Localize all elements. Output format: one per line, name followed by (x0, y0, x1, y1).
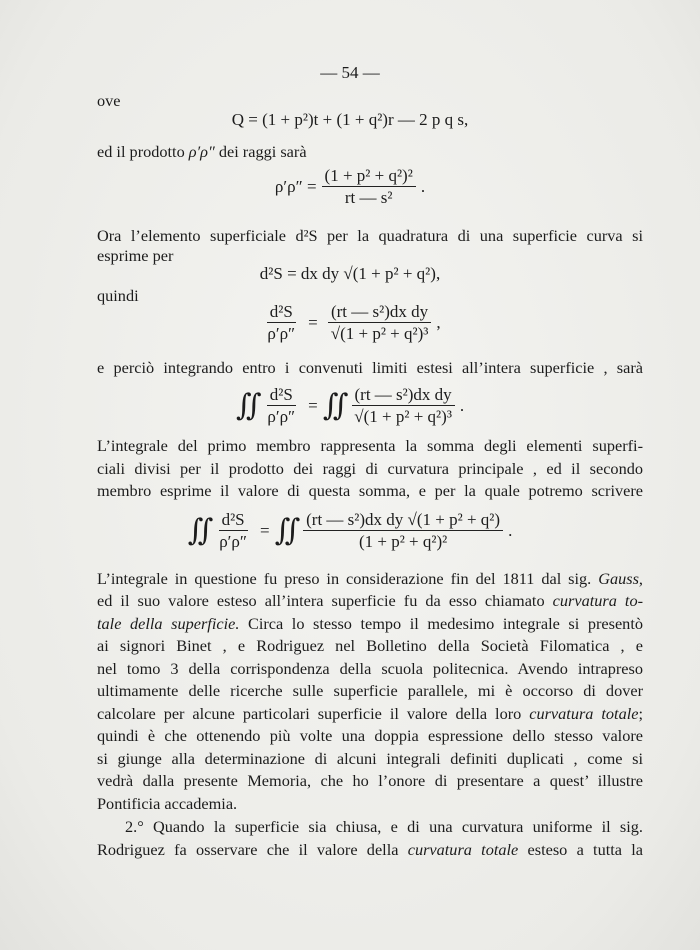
fraction (351, 385, 455, 426)
text: nel tomo 3 della corrispondenza della scuola politecnica. Avendo intrapreso (97, 659, 643, 678)
double-integral-sign: ∬ (322, 388, 349, 422)
denominator: √(1 + p² + q²)³ (330, 324, 429, 343)
page-number: — 54 — (320, 63, 380, 82)
text-line (125, 817, 643, 837)
text-line (97, 771, 643, 791)
text-line: ciali divisi per il prodotto dei raggi di curvatura principale , ed il secondo (97, 459, 643, 478)
rho-product: ρ′ρ″ (188, 142, 215, 161)
text-line (97, 794, 643, 814)
text: ed il suo valore esteso all’intera superficie fu da esso chiamato (97, 591, 553, 610)
italic-text: tale della superficie. (97, 614, 240, 633)
text-line (97, 749, 643, 769)
italic-text: curvatura totale (407, 840, 519, 859)
text-line (97, 659, 643, 679)
text-line (97, 704, 643, 724)
numerator: d²S (267, 385, 296, 406)
eq-lhs: ρ′ρ″ = (274, 176, 317, 196)
denominator: rt — s² (344, 188, 393, 207)
text-line: e perciò integrando entro i convenuti limiti estesi all’intera superficie , sarà (97, 358, 643, 377)
eq-tail: . (508, 520, 513, 540)
text-line (97, 636, 643, 656)
equals: = (308, 395, 318, 415)
italic-text: curvatura to- (552, 591, 644, 610)
text: ed il prodotto (97, 142, 189, 161)
italic-text: curvatura totale (529, 704, 639, 723)
equation-d2s: d²S = dx dy √(1 + p² + q²), (259, 264, 441, 283)
fraction (328, 302, 432, 343)
equation-q: Q = (1 + p²)t + (1 + q²)r — 2 p q s, (231, 110, 469, 129)
italic-text: Gauss (598, 569, 639, 588)
text: quindi è che ottenendo più volte una doppia espressione dello stesso valore (97, 726, 643, 745)
numerator: (rt — s²)dx dy (352, 385, 455, 406)
text-line: L’integrale del primo membro rappresenta la somma degli elementi superfi- (97, 436, 643, 455)
text: 2.° Quando la superficie sia chiusa, e di una curvatura uniforme il sig. (125, 817, 643, 836)
text-line: quindi (97, 286, 139, 305)
denominator: ρ′ρ″ (267, 324, 296, 343)
denominator: ρ′ρ″ (219, 532, 247, 551)
text-line (97, 726, 643, 746)
equals: = (259, 520, 270, 540)
text: esteso a tutta la (518, 840, 643, 859)
eq-tail: . (459, 395, 465, 415)
text-line: ove (97, 91, 121, 110)
numerator: d²S (267, 302, 296, 323)
text: ai signori Binet , e Rodriguez nel Bolletino della Società Filomatica , e (97, 636, 643, 655)
numerator: (rt — s²)dx dy (328, 302, 431, 323)
text: ultimamente delle ricerche sulle superficie parallele, mi è occorso di dover (97, 681, 643, 700)
text-line (97, 591, 643, 611)
denominator: ρ′ρ″ (267, 407, 296, 426)
text: , (638, 569, 643, 588)
double-integral-sign: ∬ (274, 513, 301, 547)
denominator: √(1 + p² + q²)³ (354, 407, 452, 426)
fraction (264, 385, 298, 426)
numerator: d²S (219, 510, 248, 531)
text-line (97, 840, 643, 860)
text-line (97, 614, 643, 634)
fraction (303, 510, 503, 551)
double-integral-sign: ∬ (235, 388, 262, 422)
text: si giunge alla determinazione di alcuni integrali definiti duplicati , come si (97, 749, 643, 768)
double-integral-sign: ∬ (187, 513, 214, 547)
equation-ratio (0, 302, 700, 343)
fraction (322, 166, 416, 207)
text: calcolare per alcune particolari superficie il valore della loro (97, 704, 530, 723)
text-line: esprime per (97, 246, 174, 265)
text-line (97, 681, 643, 701)
text-line (97, 569, 643, 589)
numerator: (rt — s²)dx dy √(1 + p² + q²) (303, 510, 503, 531)
text: dei raggi sarà (214, 142, 307, 161)
text: Rodriguez fa osservare che il valore della (97, 840, 408, 859)
equation-integral-2 (0, 510, 700, 551)
text: Circa lo stesso tempo il medesimo integrale si presentò (239, 614, 643, 633)
equals: = (308, 312, 318, 332)
fraction (216, 510, 250, 551)
fraction (264, 302, 298, 343)
numerator: (1 + p² + q²)² (322, 166, 416, 187)
denominator: (1 + p² + q²)² (358, 532, 448, 551)
text: ; (638, 704, 644, 723)
text: Pontificia accademia. (97, 794, 238, 813)
eq-tail: , (436, 312, 441, 332)
text-line: membro esprime il valore di questa somma, e per la quale potremo scrivere (97, 481, 643, 500)
text-line: Ora l’elemento superficiale d²S per la quadratura di una superficie curva si (97, 226, 643, 245)
text-line (97, 142, 643, 162)
eq-tail: . (420, 176, 426, 196)
equation-rho-product (0, 166, 700, 207)
equation-integral-1 (0, 385, 700, 426)
text: L’integrale in questione fu preso in considerazione fin del 1811 dal sig. (97, 569, 599, 588)
text: vedrà dalla presente Memoria, che ho l’onore di presentare a quest’ illustre (97, 771, 643, 790)
